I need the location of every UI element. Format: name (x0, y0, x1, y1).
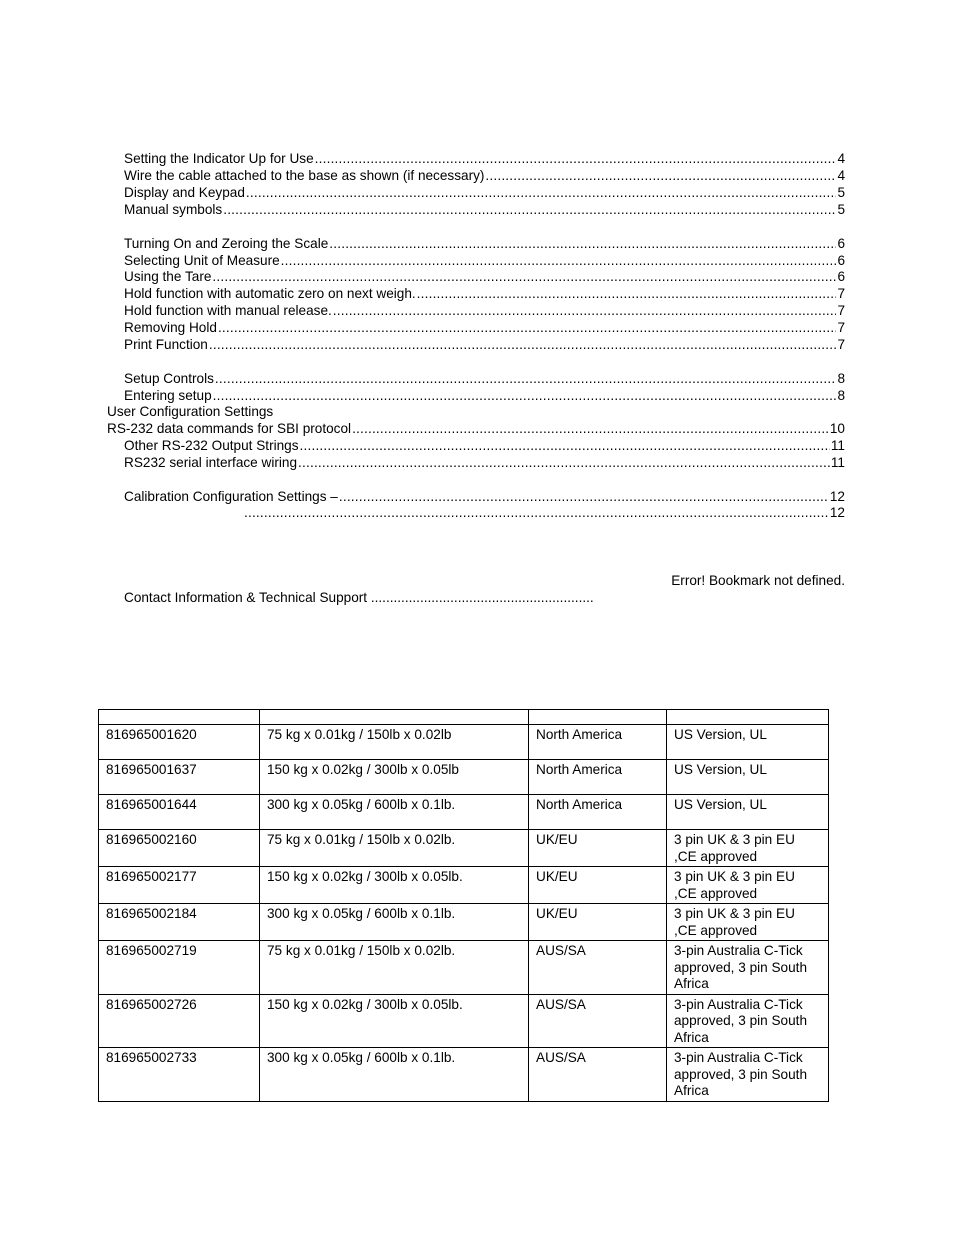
table-header-cell (529, 710, 667, 725)
region-cell: UK/EU (529, 867, 667, 904)
toc-entry[interactable] (124, 370, 845, 387)
version-cell: 3 pin UK & 3 pin EU ,CE approved (667, 867, 829, 904)
version-cell: 3 pin UK & 3 pin EU ,CE approved (667, 830, 829, 867)
capacity-cell: 300 kg x 0.05kg / 600lb x 0.1lb. (260, 904, 529, 941)
toc-leader (352, 420, 829, 437)
toc-entry[interactable] (124, 285, 845, 302)
toc-entry[interactable] (243, 504, 845, 521)
toc-leader (213, 387, 837, 404)
table-row (99, 795, 829, 830)
toc-leader (329, 235, 836, 252)
upc-cell: 816965002719 (99, 941, 260, 995)
toc-entry-page: 7 (837, 286, 845, 301)
version-cell: 3 pin UK & 3 pin EU ,CE approved (667, 904, 829, 941)
upc-cell: 816965002726 (99, 994, 260, 1048)
capacity-cell: 150 kg x 0.02kg / 300lb x 0.05lb. (260, 867, 529, 904)
toc-entry-page: 7 (837, 303, 845, 318)
toc-entry[interactable] (124, 319, 845, 336)
region-cell: AUS/SA (529, 1048, 667, 1102)
toc-leader (485, 167, 836, 184)
toc-entry[interactable] (124, 488, 845, 505)
toc-entry-page: 12 (829, 505, 845, 520)
toc-entry[interactable] (124, 454, 845, 471)
region-cell: North America (529, 795, 667, 830)
toc-entry-title: RS232 serial interface wiring (124, 455, 298, 470)
toc-leader (315, 150, 837, 167)
toc-entry-title: Setting the Indicator Up for Use (124, 151, 314, 166)
capacity-cell: 300 kg x 0.05kg / 600lb x 0.1lb. (260, 795, 529, 830)
toc-leader (246, 184, 837, 201)
toc-leader (417, 285, 837, 302)
toc-entry-page: 7 (837, 320, 845, 335)
toc-entry-title: Print Function (124, 337, 208, 352)
version-cell: US Version, UL (667, 760, 829, 795)
upc-cell: 816965002733 (99, 1048, 260, 1102)
toc-entry[interactable] (124, 336, 845, 353)
toc-entry-page: 4 (837, 168, 845, 183)
toc-leader (209, 336, 837, 353)
capacity-cell: 75 kg x 0.01kg / 150lb x 0.02lb. (260, 941, 529, 995)
table-header-row (99, 710, 829, 725)
region-cell: UK/EU (529, 830, 667, 867)
toc-entry-title: Setup Controls (124, 371, 214, 386)
toc-entry[interactable] (124, 184, 845, 201)
toc-section-heading: User Configuration Settings (107, 404, 274, 419)
toc-leader (333, 302, 837, 319)
toc-entry-title: Manual symbols (124, 202, 223, 217)
toc-entry-title: Contact Information & Technical Support (124, 590, 368, 605)
upc-cell: 816965002177 (99, 867, 260, 904)
toc-leader (223, 201, 836, 218)
table-row (99, 867, 829, 904)
upc-cell: 816965002184 (99, 904, 260, 941)
capacity-cell: 150 kg x 0.02kg / 300lb x 0.05lb. (260, 994, 529, 1048)
toc-entry-page: 5 (837, 202, 845, 217)
toc-entry-page: 8 (837, 371, 845, 386)
toc-leader (281, 252, 837, 269)
version-cell: US Version, UL (667, 725, 829, 760)
toc-entry-page: 4 (837, 151, 845, 166)
toc-entry[interactable] (124, 150, 845, 167)
toc-entry-contact[interactable] (124, 589, 594, 606)
toc-entry-title: Entering setup (124, 388, 212, 403)
version-cell: US Version, UL (667, 795, 829, 830)
region-cell: AUS/SA (529, 994, 667, 1048)
table-header-cell (667, 710, 829, 725)
capacity-cell: 75 kg x 0.01kg / 150lb x 0.02lb (260, 725, 529, 760)
toc-leader (300, 437, 830, 454)
toc-leader (218, 319, 837, 336)
toc-entry[interactable] (124, 235, 845, 252)
upc-cell: 816965001637 (99, 760, 260, 795)
upc-cell: 816965001644 (99, 795, 260, 830)
toc-entry-title: Removing Hold (124, 320, 217, 335)
table-row (99, 941, 829, 995)
toc-leader (212, 268, 836, 285)
region-cell: AUS/SA (529, 941, 667, 995)
toc-entry[interactable] (124, 268, 845, 285)
toc-leader (339, 488, 829, 505)
models-table (98, 709, 829, 1102)
toc-entry-page: 6 (837, 236, 845, 251)
error-bookmark-text: Error! Bookmark not defined. (671, 573, 845, 588)
region-cell: North America (529, 760, 667, 795)
toc-entry-page: 11 (830, 455, 845, 470)
table-row (99, 904, 829, 941)
version-cell: 3-pin Australia C-Tick approved, 3 pin South Africa (667, 941, 829, 995)
toc-entry-page: 11 (830, 438, 845, 453)
toc-entry-title: Turning On and Zeroing the Scale (124, 236, 329, 251)
table-row (99, 725, 829, 760)
table-header-cell (260, 710, 529, 725)
toc-entry-page: 5 (837, 185, 845, 200)
toc-entry[interactable] (124, 167, 845, 184)
toc-entry[interactable] (124, 437, 845, 454)
upc-cell: 816965001620 (99, 725, 260, 760)
toc-entry-page: 8 (837, 388, 845, 403)
table-header-cell (99, 710, 260, 725)
toc-entry-title: Calibration Configuration Settings – (124, 489, 338, 504)
table-row (99, 830, 829, 867)
toc-entry[interactable] (124, 387, 845, 404)
toc-entry[interactable] (107, 420, 845, 437)
toc-entry[interactable] (124, 201, 845, 218)
region-cell: North America (529, 725, 667, 760)
toc-entry-page: 10 (829, 421, 845, 436)
toc-entry-title: Display and Keypad (124, 185, 245, 200)
table-row (99, 994, 829, 1048)
table-row (99, 760, 829, 795)
toc-entry-title: Hold function with manual release. (124, 303, 332, 318)
version-cell: 3-pin Australia C-Tick approved, 3 pin South Africa (667, 994, 829, 1048)
toc-entry-title: Hold function with automatic zero on next weigh. (124, 286, 416, 301)
capacity-cell: 75 kg x 0.01kg / 150lb x 0.02lb. (260, 830, 529, 867)
toc-entry-title: Other RS-232 Output Strings (124, 438, 299, 453)
toc-entry-page: 6 (837, 253, 845, 268)
toc-leader (298, 454, 830, 471)
table-row (99, 1048, 829, 1102)
toc-leader (244, 504, 829, 521)
toc-entry-page: 7 (837, 337, 845, 352)
capacity-cell: 300 kg x 0.05kg / 600lb x 0.1lb. (260, 1048, 529, 1102)
toc-entry[interactable] (124, 252, 845, 269)
toc-entry-title: RS-232 data commands for SBI protocol (107, 421, 352, 436)
toc-entry-page: 12 (829, 489, 845, 504)
region-cell: UK/EU (529, 904, 667, 941)
upc-cell: 816965002160 (99, 830, 260, 867)
toc-leader (215, 370, 837, 387)
toc-entry-title: Selecting Unit of Measure (124, 253, 280, 268)
toc-leader: ........................................................... (370, 590, 594, 605)
toc-entry-title: Using the Tare (124, 269, 212, 284)
toc-entry-page: 6 (837, 269, 845, 284)
toc-entry-title: Wire the cable attached to the base as shown (if necessary) (124, 168, 485, 183)
toc-entry[interactable] (124, 302, 845, 319)
capacity-cell: 150 kg x 0.02kg / 300lb x 0.05lb (260, 760, 529, 795)
version-cell: 3-pin Australia C-Tick approved, 3 pin South Africa (667, 1048, 829, 1102)
